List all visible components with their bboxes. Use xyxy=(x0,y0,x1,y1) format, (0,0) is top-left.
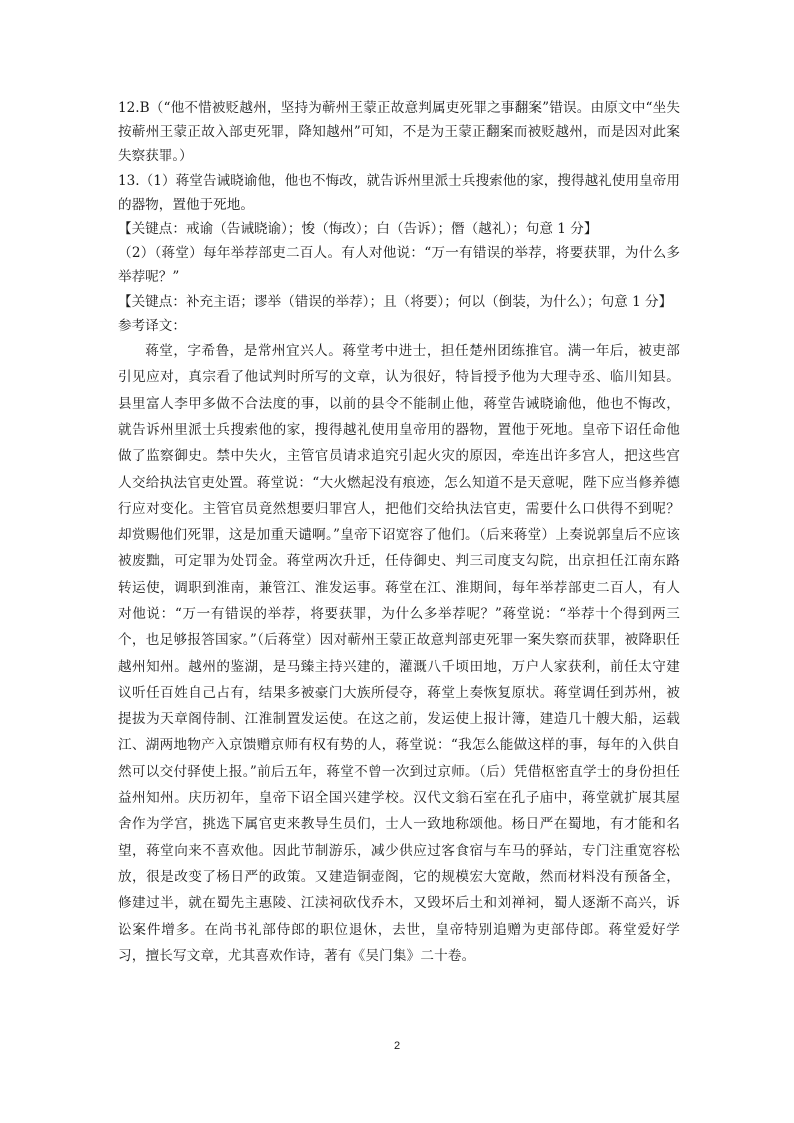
answer-13-1: 13.（1）蒋堂告诫晓谕他，他也不悔改，就告诉州里派士兵搜索他的家，搜得越礼使用皇帝用的器物，置他于死地。 xyxy=(118,172,680,213)
answer-13-1-keypoints: 【关键点：戒谕（告诫晓谕）；悛（悔改）；白（告诉）；僭（越礼）；句意 1 分】 xyxy=(118,221,598,238)
answer-13-2: （2）（蒋堂）每年举荐部吏二百人。有人对他说：“万一有错误的举荐，将要获罪，为什么多举荐呢？” xyxy=(118,245,680,286)
document-page xyxy=(118,96,680,969)
translation-body: 蒋堂，字希鲁，是常州宜兴人。蒋堂考中进士，担任楚州团练推官。满一年后，被吏部引见应对，真宗看了他试判时所写的文章，认为很好，特旨授予他为大理寺丞、临川知县。县里富人李甲多做不合法度的事，以前的县令不能制止他，蒋堂告诫晓谕他，他也不悔改，就告诉州里派士兵搜索他的家，搜得越礼使用皇帝用的器物，置他于死地。皇帝下诏任命他做了监察御史。禁中失火，主管官员请求追究引起火灾的原因，牵连出许多宫人，把这些宫人交给执法官吏处置。蒋堂说：“大火燃起没有痕迹，怎么知道不是天意呢，陛下应当修养德行应对变化。主管官员竟然想要归罪宫人，把他们交给执法官吏，需要什么口供得不到呢？却赏赐他们死罪，这是加重天谴啊。”皇帝下诏宽容了他们。（后来蒋堂）上奏说郭皇后不应该被废黜，可定罪为处罚金。蒋堂两次升迁，任侍御史、判三司度支勾院，出京担任江南东路转运使，调职到淮南，兼管江、淮发运事。蒋堂在江、淮期间，每年举荐部吏二百人，有人对他说：“万一有错误的举荐，将要获罪，为什么多举荐呢？”蒋堂说：“举荐十个得到两三个，也足够报答国家。”（后蒋堂）因对蕲州王蒙正故意判部吏死罪一案失察而获罪，被降职任越州知州。越州的鉴湖，是马臻主持兴建的，灌溉八千顷田地，万户人家获利，前任太守建议听任百姓自己占有，结果多被豪门大族所侵夺，蒋堂上奏恢复原状。蒋堂调任到苏州，被提拔为天章阁侍制、江淮制置发运使。在这之前，发运使上报计簿，建造几十艘大船，运载江、湖两地物产入京馈赠京师有权有势的人，蒋堂说：“我怎么能做这样的事，每年的入供自然可以交付驿使上报。”前后五年，蒋堂不曾一次到过京师。（后）凭借枢密直学士的身份担任益州知州。庆历初年，皇帝下诏全国兴建学校。汉代文翁石室在孔子庙中，蒋堂就扩展其屋舍作为学宫，挑选下属官吏来教导生员们，士人一致地称颂他。杨日严在蜀地，有才能和名望，蒋堂向来不喜欢他。因此节制游乐，减少供应过客食宿与车马的驿站，专门注重宽容松放，很是改变了杨日严的政策。又建造铜壶阁，它的规模宏大宽敞，然而材料没有预备全，修建过半，就在蜀先主惠陵、江渎祠砍伐乔木，又毁坏后土和刘禅祠，蜀人逐渐不高兴，诉讼案件增多。在尚书礼部侍郎的职位退休，去世，皇帝特别追赠为吏部侍郎。蒋堂爱好学习，擅长写文章，尤其喜欢作诗，著有《吴门集》二十卷。 xyxy=(118,343,680,964)
translation-heading: 参考译文： xyxy=(118,317,186,334)
page-number: 2 xyxy=(393,1040,401,1052)
answer-12: 12.B（“他不惜被贬越州，坚持为蕲州王蒙正故意判属吏死罪之事翻案”错误。由原文中“坐失按蕲州王蒙正故入部吏死罪，降知越州”可知，不是为王蒙正翻案而被贬越州，而是因对此案失察获罪。） xyxy=(118,100,680,165)
answer-13-2-keypoints: 【关键点：补充主语；谬举（错误的举荐）；且（将要）；何以（倒装，为什么）；句意 1 分】 xyxy=(118,293,673,310)
